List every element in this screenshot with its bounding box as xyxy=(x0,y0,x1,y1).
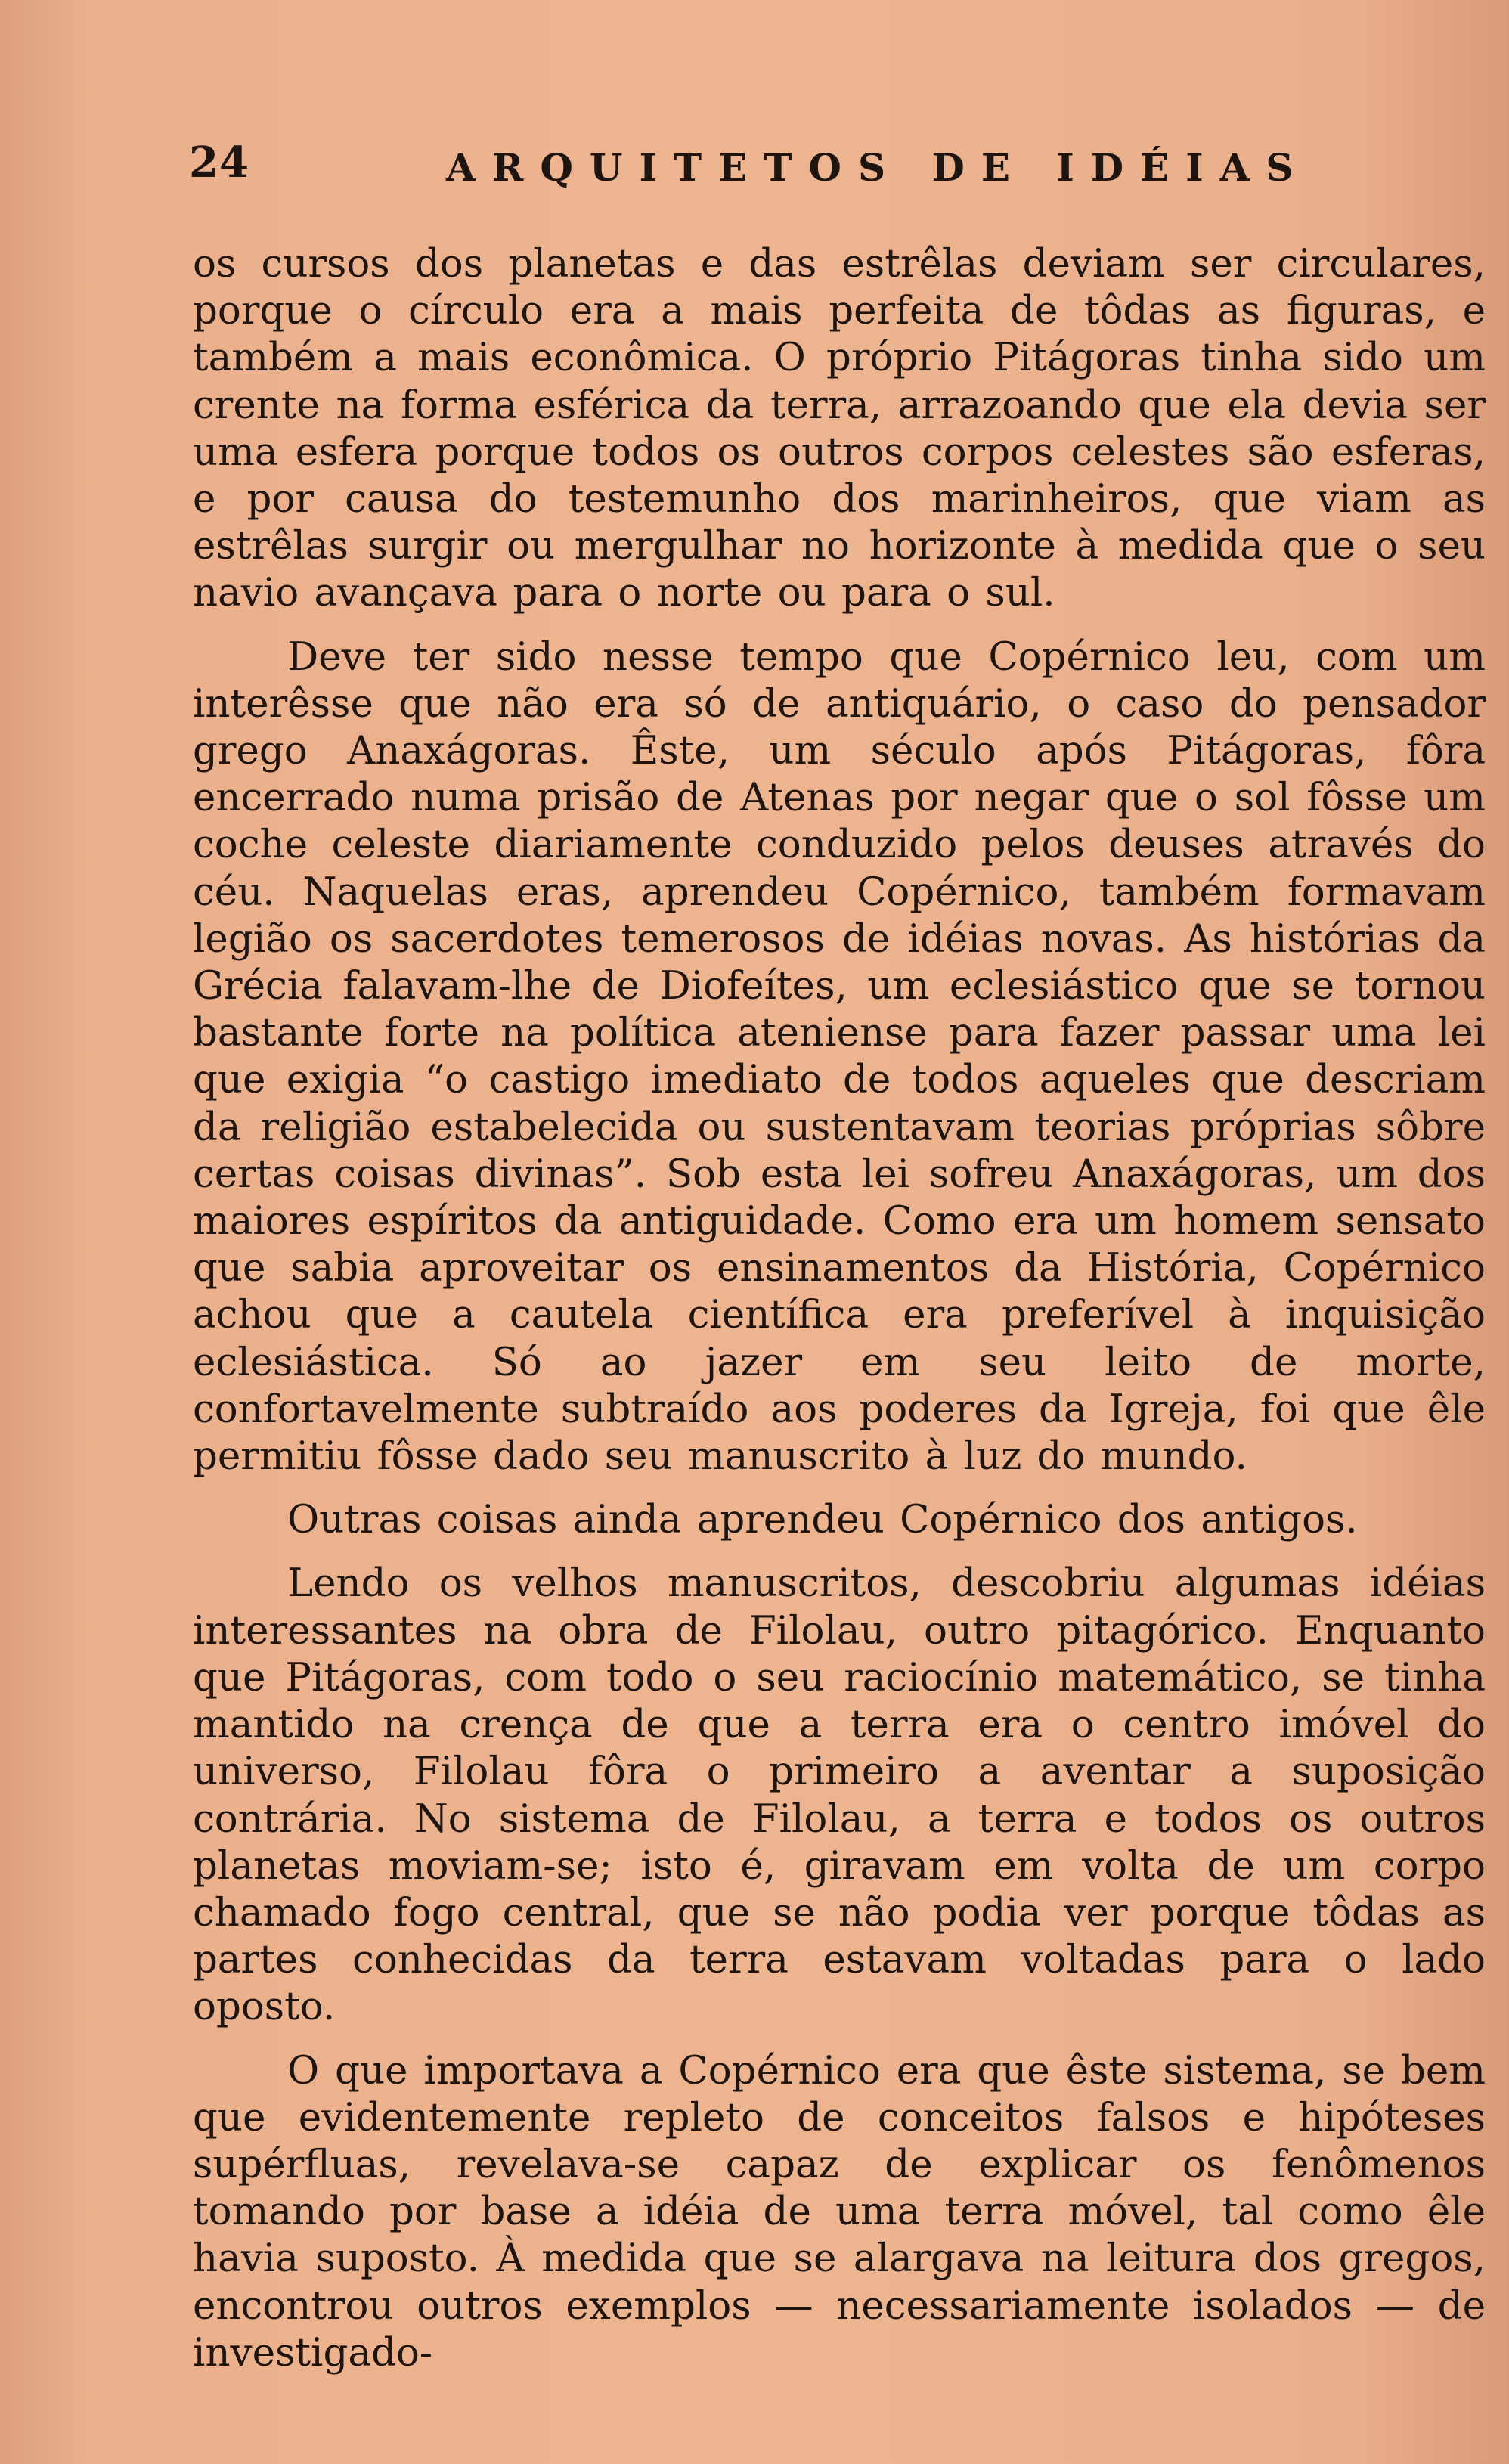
paragraph-2: Deve ter sido nesse tempo que Copérnico leu, com um interêsse que não era só de antiquário, o caso do pensador grego Anaxágoras. Êste, um século após Pitágoras, fôra encerrado numa prisão de Atenas por negar que o sol fôsse um coche celeste diariamente conduzido pelos deuses através do céu. Naquelas eras, aprendeu Copérnico, também formavam legião os sacerdotes temerosos de idéias novas. As histórias da Grécia falavam-lhe de Diofeítes, um eclesiástico que se tornou bastante forte na política ateniense para fazer passar uma lei que exigia “o castigo imediato de todos aqueles que descriam da religião estabelecida ou sustentavam teorias próprias sôbre certas coisas divinas”. Sob esta lei sofreu Anaxágoras, um dos maiores espíritos da antiguidade. Como era um homem sensato que sabia aproveitar os ensinamentos da História, Copérnico achou que a cautela científica era preferível à inquisição eclesiástica. Só ao jazer em seu leito de morte, confortavelmente subtraído aos poderes da Igreja, foi que êle permitiu fôsse dado seu manuscrito à luz do mundo. xyxy=(193,634,1486,1480)
paragraph-5: O que importava a Copérnico era que êste sistema, se bem que evidentemente repleto de conceitos falsos e hipóteses supérfluas, revelava-se capaz de explicar os fenômenos tomando por base a idéia de uma terra móvel, tal como êle havia suposto. À medida que se alargava na leitura dos gregos, encontrou outros exemplos — necessariamente isolados — de investigado- xyxy=(193,2047,1486,2376)
paragraph-4: Lendo os velhos manuscritos, descobriu algumas idéias interessantes na obra de Filolau, outro pitagórico. Enquanto que Pitágoras, com todo o seu raciocínio matemático, se tinha mantido na crença de que a terra era o centro imóvel do universo, Filolau fôra o primeiro a aventar a suposição contrária. No sistema de Filolau, a terra e todos os outros planetas moviam-se; isto é, giravam em volta de um corpo chamado fogo central, que se não podia ver porque tôdas as partes conhecidas da terra estavam voltadas para o lado oposto. xyxy=(193,1561,1486,2030)
running-title: ARQUITETOS DE IDÉIAS xyxy=(446,145,1310,190)
paragraph-3: Outras coisas ainda aprendeu Copérnico dos antigos. xyxy=(287,1497,1358,1543)
body-text xyxy=(193,240,1486,2393)
page-header xyxy=(189,129,1489,197)
page-number: 24 xyxy=(189,138,249,188)
paragraph-1: os cursos dos planetas e das estrêlas deviam ser circulares, porque o círculo era a mais perfeita de tôdas as figuras, e também a mais econômica. O próprio Pitágoras tinha sido um crente na forma esférica da terra, arrazoando que ela devia ser uma esfera porque todos os outros corpos celestes são esferas, e por causa do testemunho dos marinheiros, que viam as estrêlas surgir ou mergulhar no horizonte à medida que o seu navio avançava para o norte ou para o sul. xyxy=(193,241,1486,616)
